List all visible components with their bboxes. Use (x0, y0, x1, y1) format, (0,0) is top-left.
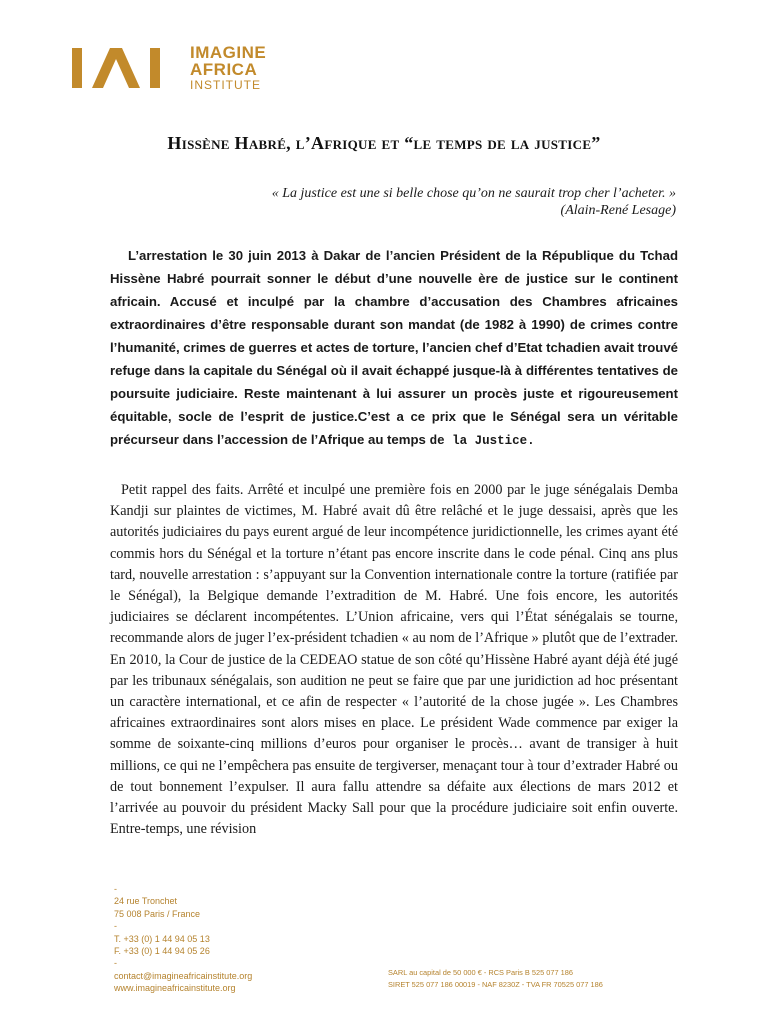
footer-legal (388, 967, 603, 992)
footer-dash: - (114, 921, 117, 932)
logo-wordmark (190, 44, 266, 92)
footer-website-link[interactable]: www.imagineafricainstitute.org (114, 983, 236, 994)
footer-fax: F. +33 (0) 1 44 94 05 26 (114, 946, 210, 957)
intro-paragraph (110, 244, 678, 453)
intro-tail: de la Justice. (429, 434, 535, 448)
logo-line-imagine: IMAGINE (190, 43, 267, 62)
logo-line-institute: INSTITUTE (190, 78, 261, 92)
epigraph (116, 185, 676, 219)
epigraph-author: (Alain-René Lesage) (560, 203, 676, 218)
footer-address-city: 75 008 Paris / France (114, 908, 201, 919)
footer-address-street: 24 rue Tronchet (114, 896, 178, 907)
logo-line-africa: AFRICA (190, 60, 258, 79)
intro-text: L’arrestation le 30 juin 2013 à Dakar de l’ancien Président de la République du Tchad Hissène Habré pourrait sonner le début d’une nouvelle ère de justice sur le continent africain. Accusé et inculpé par la chambre d’accusation des Chambres africaines extraordinaires d’être responsable durant son mandat (de 1982 à 1990) de crimes contre l’humanité, crimes de guerres et actes de torture, l’ancien chef d’Etat tchadien avait trouvé refuge dans la capitale du Sénégal où il avait échappé jusque-là à différentes tentatives de poursuite judiciaire. Reste maintenant à lui assurer un procès juste et rigoureusement équitable, socle de l’esprit de justice.C’est a ce prix que le Sénégal sera un véritable précurseur dans l’accession de l’Afrique au temps (110, 248, 678, 447)
footer-email-link[interactable]: contact@imagineafricainstitute.org (114, 970, 253, 981)
document-title: Hissène Habré, l’Afrique et “le temps de la justice” (167, 133, 601, 153)
footer-dash: - (114, 958, 117, 969)
footer-legal-siret: SIRET 525 077 186 00019 - NAF 8230Z - TVA FR 70525 077 186 (388, 980, 603, 990)
body-paragraph: Petit rappel des faits. Arrêté et inculpé une première fois en 2000 par le juge sénégalais Demba Kandji sur plaintes de victimes, M. Habré avait dû être relâché et le juge dessaisi, après que les autorités judiciaires du pays eurent argué de leur incompétence juridictionnelle, les crimes ayant été commis hors du Sénégal et la torture n’étant pas encore inscrite dans le code pénal. Cinq ans plus tard, nouvelle arrestation : s’appuyant sur la Convention internationale contre la torture (ratifiée par le Sénégal), la Belgique demande l’extradition de M. Habré. Une fois encore, les autorités judiciaires se déclarent incompétentes. L’Union africaine, vers qui l’État sénégalais se tourne, recommande alors de juger l’ex-président tchadien « au nom de l’Afrique » plutôt que de l’extrader. En 2010, la Cour de justice de la CEDEAO statue de son côté qu’Hissène Habré ayant déjà été jugé par les tribunaux sénégalais, son audition ne peut se faire que par une juridiction ad hoc présentant un caractère international, et ce afin de respecter « l’autorité de la chose jugée ». Les Chambres africaines extraordinaires sont alors mises en place. Le président Wade commence par exiger la somme de soixante-cinq millions d’euros pour organiser le procès… avant de transiger à huit millions, ce qui ne l’empêchera pas ensuite de tergiverser, menaçant tour à tour d’extrader Habré ou de tout bonnement l’expulser. Il aura fallu attendre sa défaite aux élections de mars 2012 et l’arrivée au pouvoir du président Macky Sall pour que la procédure judiciaire soit enfin ouverte. Entre-temps, une révision (110, 482, 678, 838)
footer-contact (114, 883, 252, 995)
footer-dash: - (114, 884, 117, 894)
footer-phone: T. +33 (0) 1 44 94 05 13 (114, 933, 210, 944)
footer-legal-capital: SARL au capital de 50 000 € - RCS Paris B 525 077 186 (388, 968, 574, 977)
iai-logo-icon (72, 44, 182, 92)
epigraph-text: « La justice est une si belle chose qu’on ne saurait trop cher l’acheter. » (271, 186, 676, 201)
